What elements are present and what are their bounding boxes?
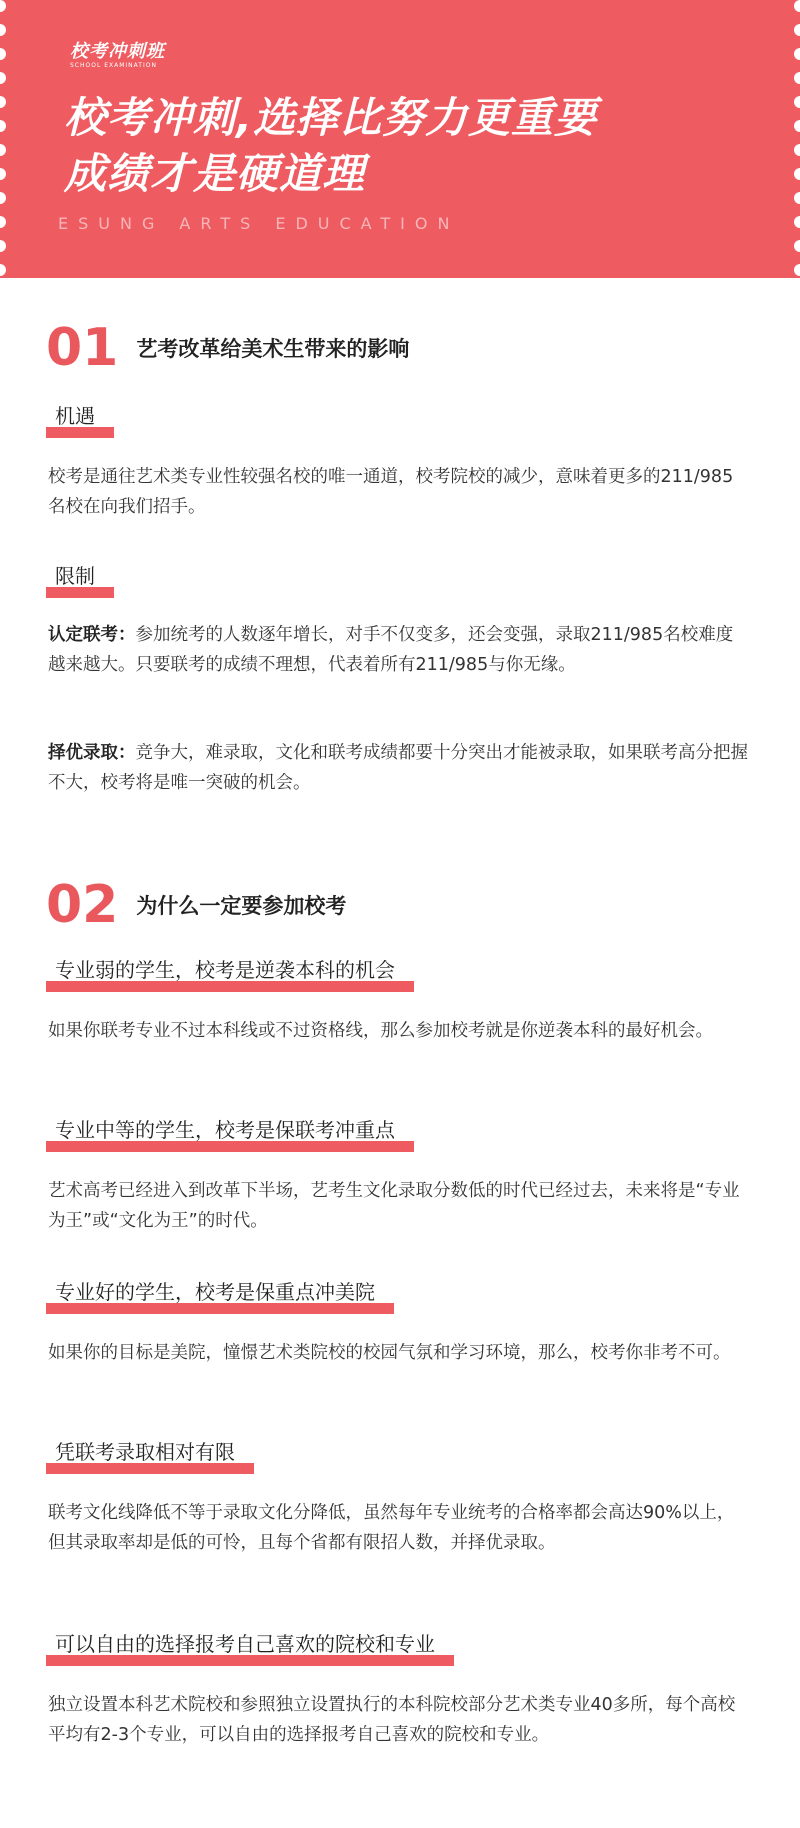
subheading-text: 专业弱的学生，校考是逆袭本科的机会: [55, 958, 395, 982]
brand-title: 校考冲刺班: [70, 41, 165, 62]
subheading-strong-students: [46, 1278, 384, 1312]
brand-logo: [70, 42, 165, 70]
brand-subtitle: SCHOOL EXAMINATION: [70, 62, 157, 69]
section-2-title: 为什么一定要参加校考: [136, 894, 347, 918]
paragraph-limitation-2: [48, 738, 748, 798]
paragraph-limitation-1: [48, 620, 748, 680]
label-merit-admission: 择优录取：: [48, 743, 136, 763]
paragraph-strong-students: 如果你的目标是美院，憧憬艺术类院校的校园气氛和学习环境，那么，校考你非考不可。: [48, 1343, 731, 1363]
paragraph-free-choice: 独立设置本科艺术院校和参照独立设置执行的本科院校部分艺术类专业40多所，每个高校平均有2-3个专业，可以自由的选择报考自己喜欢的院校和专业。: [48, 1695, 736, 1745]
headline-line-1: 校考冲刺,选择比努力更重要: [64, 93, 597, 142]
subheading-average-students: [46, 1116, 404, 1150]
banner-edge-right: [794, 0, 800, 278]
subheading-weak-students: [46, 956, 404, 990]
subheading-free-choice: [46, 1630, 444, 1664]
subheading-text: 专业中等的学生，校考是保联考冲重点: [55, 1118, 395, 1142]
label-joint-exam: 认定联考：: [48, 625, 136, 645]
subheading-text: 凭联考录取相对有限: [55, 1440, 235, 1464]
text-joint-exam: 参加统考的人数逐年增长，对手不仅变多，还会变强，录取211/985名校难度越来越大。只要联考的成绩不理想，代表着所有211/985与你无缘。: [48, 625, 734, 675]
tagline: ESUNG ARTS EDUCATION: [58, 214, 460, 233]
subheading-limitation: [46, 562, 104, 596]
section-1-title: 艺考改革给美术生带来的影响: [136, 337, 410, 361]
headline-line-2: 成绩才是硬道理: [64, 149, 366, 198]
paragraph-average-students: 艺术高考已经进入到改革下半场，艺考生文化录取分数低的时代已经过去，未来将是“专业为王”或“文化为王”的时代。: [48, 1181, 740, 1231]
section-1-number: 01: [46, 318, 119, 378]
section-1-header: [46, 318, 409, 378]
text-merit-admission: 竞争大，难录取，文化和联考成绩都要十分突出才能被录取，如果联考高分把握不大，校考将是唯一突破的机会。: [48, 743, 748, 793]
paragraph-opportunity: 校考是通往艺术类专业性较强名校的唯一通道，校考院校的减少，意味着更多的211/985名校在向我们招手。: [48, 467, 734, 517]
banner-edge-left: [0, 0, 6, 278]
page-headline: [64, 90, 597, 202]
paragraph-weak-students: 如果你联考专业不过本科线或不过资格线，那么参加校考就是你逆袭本科的最好机会。: [48, 1021, 713, 1041]
subheading-text: 机遇: [55, 404, 95, 428]
section-2-header: [46, 875, 346, 935]
subheading-text: 可以自由的选择报考自己喜欢的院校和专业: [55, 1632, 435, 1656]
section-2-number: 02: [46, 875, 119, 935]
subheading-opportunity: [46, 402, 104, 436]
header-banner: [0, 0, 800, 278]
subheading-limited-admission: [46, 1438, 244, 1472]
subheading-text: 专业好的学生，校考是保重点冲美院: [55, 1280, 375, 1304]
subheading-text: 限制: [55, 564, 95, 588]
paragraph-limited-admission: 联考文化线降低不等于录取文化分降低，虽然每年专业统考的合格率都会高达90%以上，但其录取率却是低的可怜，且每个省都有限招人数，并择优录取。: [48, 1503, 735, 1553]
